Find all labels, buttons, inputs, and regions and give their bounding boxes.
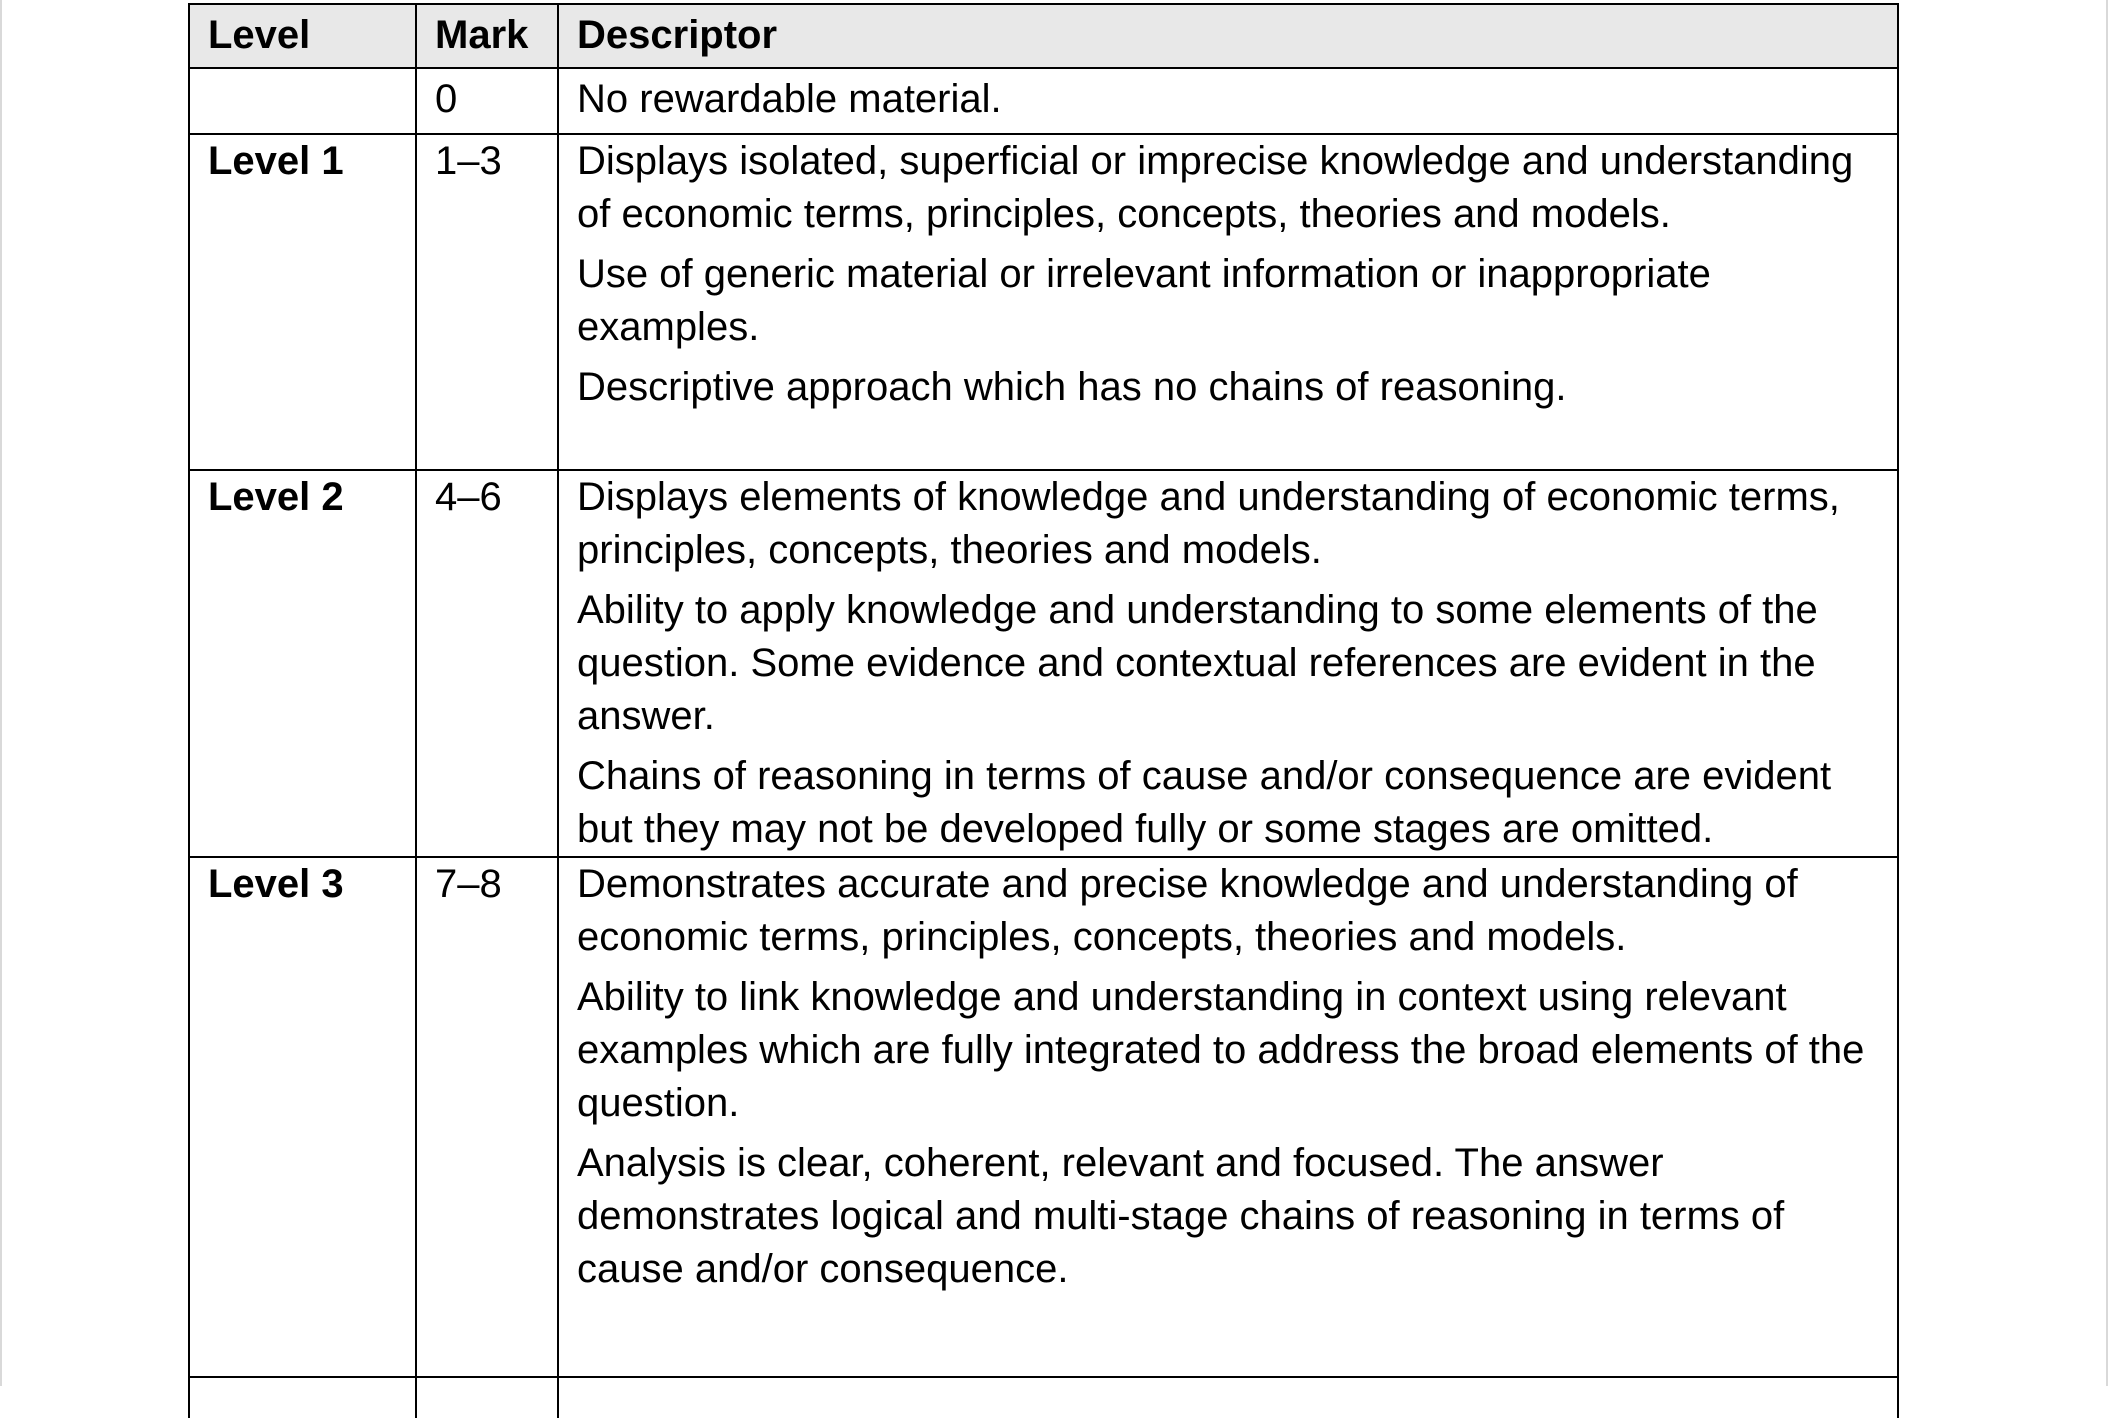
descriptor-paragraph: Descriptive approach which has no chains of reasoning. xyxy=(577,365,1567,409)
descriptor-paragraph: Displays elements of knowledge and understanding of economic terms, principles, concepts, theories and models. xyxy=(577,475,1840,572)
mark-cell: 4–6 xyxy=(416,470,558,857)
descriptor-cell xyxy=(558,857,1898,1377)
continuation-cell xyxy=(558,1377,1898,1418)
table-row-level-0 xyxy=(189,68,1898,134)
table-row-level-1 xyxy=(189,134,1898,470)
descriptor-cell xyxy=(558,470,1898,857)
mark-cell: 7–8 xyxy=(416,857,558,1377)
descriptor-paragraph: Displays isolated, superficial or imprecise knowledge and understanding of economic terms, principles, concepts, theories and models. xyxy=(577,139,1854,236)
descriptor-cell xyxy=(558,68,1898,134)
descriptor-paragraph: Ability to link knowledge and understanding in context using relevant examples which are fully integrated to address the broad elements of the question. xyxy=(577,975,1865,1125)
level-cell xyxy=(189,68,416,134)
level-cell: Level 2 xyxy=(189,470,416,857)
descriptor-paragraph: Ability to apply knowledge and understanding to some elements of the question. Some evidence and contextual references are evident in the answer. xyxy=(577,588,1818,738)
descriptor-paragraph: Demonstrates accurate and precise knowledge and understanding of economic terms, principles, concepts, theories and models. xyxy=(577,862,1798,959)
descriptor-paragraph: Chains of reasoning in terms of cause and/or consequence are evident but they may not be developed fully or some stages are omitted. xyxy=(577,754,1832,851)
mark-scheme-table xyxy=(188,3,1899,1418)
table-header-row xyxy=(189,4,1898,68)
table-row-level-3 xyxy=(189,857,1898,1377)
level-cell: Level 3 xyxy=(189,857,416,1377)
level-cell: Level 1 xyxy=(189,134,416,470)
mark-cell: 0 xyxy=(416,68,558,134)
continuation-cell xyxy=(189,1377,416,1418)
page-edge-left xyxy=(0,0,2,1386)
table-row-level-2 xyxy=(189,470,1898,857)
continuation-cell xyxy=(416,1377,558,1418)
mark-cell: 1–3 xyxy=(416,134,558,470)
table-row-continuation xyxy=(189,1377,1898,1418)
header-level: Level xyxy=(189,4,416,68)
descriptor-text: No rewardable material. xyxy=(577,77,1002,121)
descriptor-cell xyxy=(558,134,1898,470)
header-descriptor: Descriptor xyxy=(558,4,1898,68)
descriptor-paragraph: Analysis is clear, coherent, relevant and focused. The answer demonstrates logical and multi-stage chains of reasoning in terms of cause and/or consequence. xyxy=(577,1141,1785,1291)
descriptor-paragraph: Use of generic material or irrelevant information or inappropriate examples. xyxy=(577,252,1711,349)
header-mark: Mark xyxy=(416,4,558,68)
